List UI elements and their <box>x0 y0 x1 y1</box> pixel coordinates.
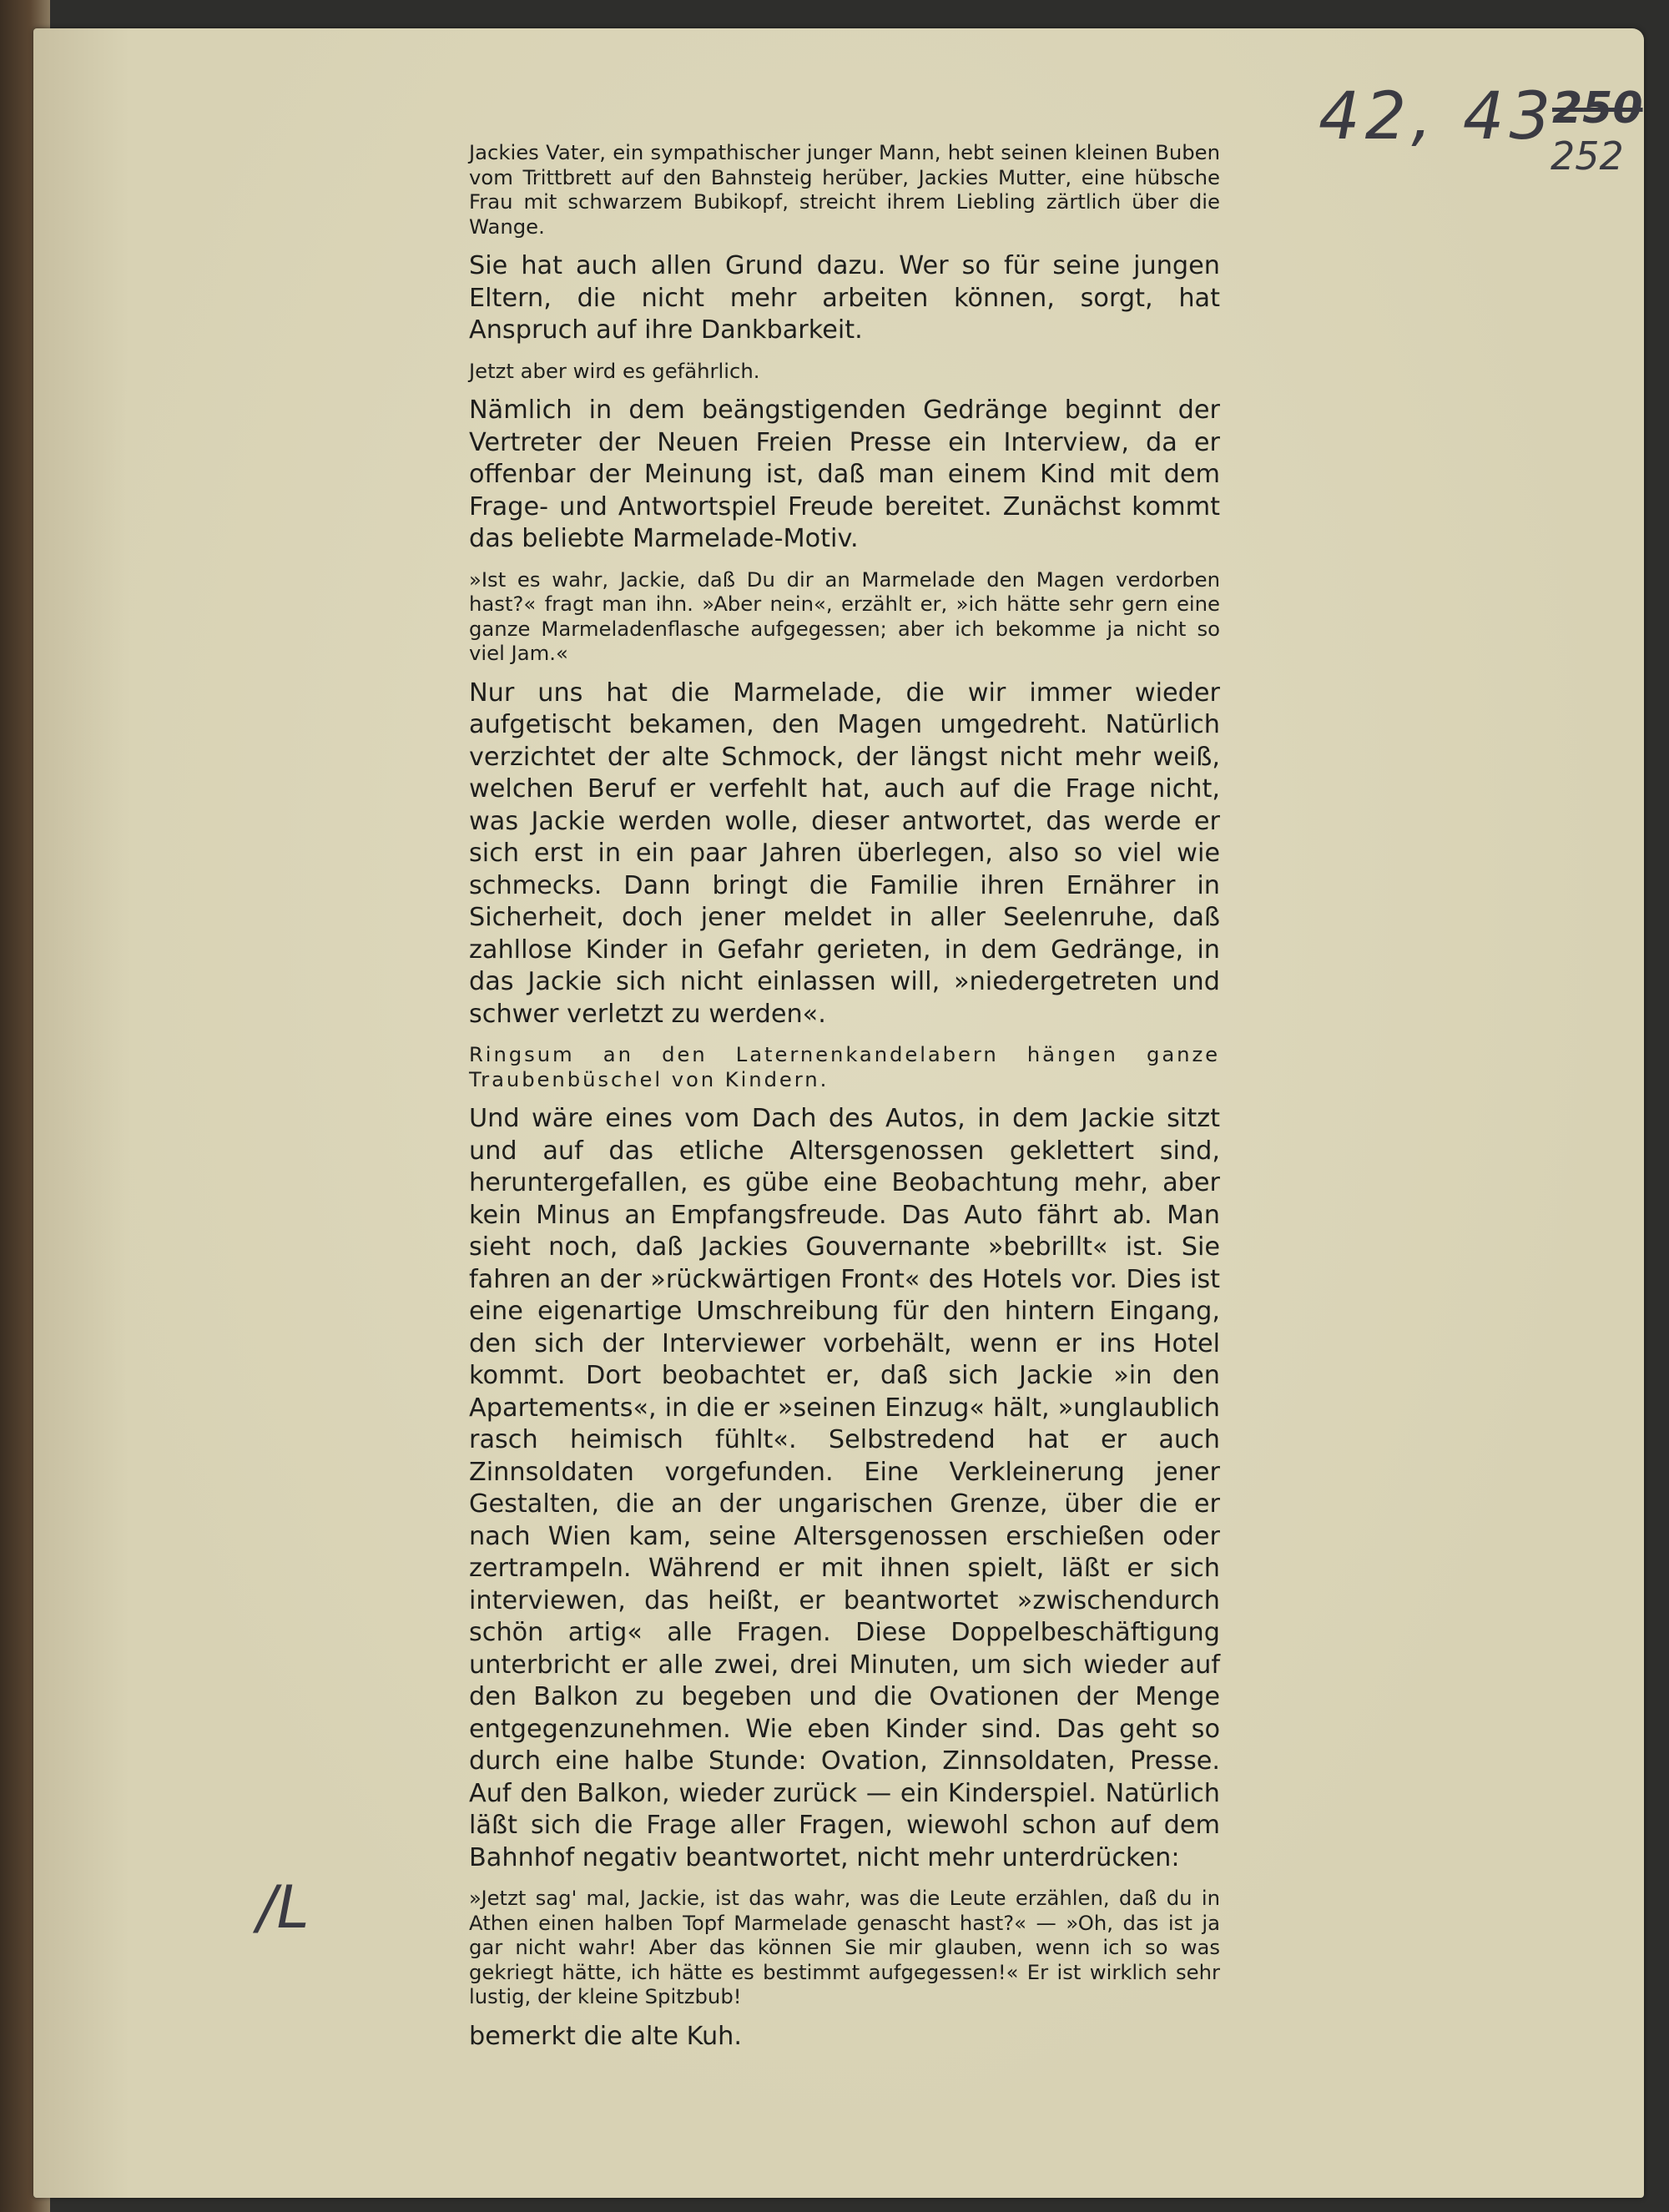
paragraph-quote-athen: »Jetzt sag' mal, Jackie, ist das wahr, was die Leute erzählen, daß du in Athen einen halben Topf Marmelade genascht hast?« — »Oh, das ist ja gar nicht wahr! Aber das können Sie mir glauben, wenn ich so was gekriegt hätte, ich hätte es bestimmt aufgegessen!« Er ist wirklich sehr lustig, der kleine Spitzbub! <box>469 1886 1220 2008</box>
paragraph-auto: Und wäre eines vom Dach des Autos, in dem Jackie sitzt und auf das etliche Altersgenossen geklettert sind, heruntergefallen, es gübe eine Beobachtung mehr, aber kein Minus an Empfangsfreude. Das Auto fährt ab. Man sieht noch, daß Jackies Gouvernante »bebrillt« ist. Sie fahren an der »rückwärtigen Front« des Hotels vor. Dies ist eine eigenartige Umschreibung für den hintern Eingang, den sich der Interviewer vorbehält, wenn er ins Hotel kommt. Dort beobachtet er, daß sich Jackie »in den Apartements«, in die er »seinen Einzug« hält, »unglaublich rasch heimisch fühlt«. Selbstredend hat er auch Zinnsoldaten vorgefunden. Eine Verkleinerung jener Gestalten, die an der ungarischen Grenze, über die er nach Wien kam, seine Altersgenossen erschießen oder zertrampeln. Während er mit ihnen spielt, läßt er sich interviewen, das heißt, er beantwortet »zwischendurch schön artig« alle Fragen. Diese Doppelbeschäftigung unterbricht er alle zwei, drei Minuten, um sich wieder auf den Balkon zu begeben und die Ovationen der Menge entgegenzunehmen. Wie eben Kinder sind. Das geht so durch eine halbe Stunde: Ovation, Zinnsoldaten, Presse. Auf den Balkon, wieder zurück — ein Kinderspiel. Natürlich läßt sich die Frage aller Fragen, wiewohl schon auf dem Bahnhof negativ beantwortet, nicht mehr unterdrücken: <box>469 1104 1220 1872</box>
paragraph-grund: Sie hat auch allen Grund dazu. Wer so für seine jungen Eltern, die nicht mehr arbeiten können, sorgt, hat Anspruch auf ihre Dankbarkeit. <box>469 251 1220 345</box>
paragraph-jackies-vater: Jackies Vater, ein sympathischer junger Mann, hebt seinen kleinen Buben vom Trittbrett auf den Bahnsteig herüber, Jackies Mutter, eine hübsche Frau mit schwarzem Bubikopf, streicht ihrem Liebling zärtlich über die Wange. <box>469 140 1220 239</box>
paragraph-schmock: Nur uns hat die Marmelade, die wir immer wieder aufgetischt bekamen, den Magen umgedreht. Natürlich verzichtet der alte Schmock, der längst nicht mehr weiß, welchen Beruf er verfehlt hat, auch auf die Frage nicht, was Jackie werden wolle, dieser antwortet, das werde er sich erst in ein paar Jahren überlegen, also so viel wie schmecks. Dann bringt die Familie ihren Ernährer in Sicherheit, doch jener meldet in aller Seelenruhe, daß zahllose Kinder in Gefahr gerieten, in dem Gedränge, in das Jackie sich nicht einlassen will, »niedergetreten und schwer verletzt zu werden«. <box>469 678 1220 1029</box>
handwritten-margin-mark: /L <box>257 1873 310 1942</box>
handwritten-page-numbers: 42, 43 <box>1319 79 1556 154</box>
paragraph-traubenbueschel: Ringsum an den Laternenkandelabern hängen ganze Traubenbüschel von Kindern. <box>469 1042 1220 1091</box>
handwritten-new-number: 252 <box>1551 134 1624 179</box>
text-column <box>469 140 1220 2064</box>
paragraph-quote-marmelade: »Ist es wahr, Jackie, daß Du dir an Marmelade den Magen verdorben hast?« fragt man ihn. »Aber nein«, erzählt er, »ich hätte sehr gern eine ganze Marmeladenflasche aufgegessen; aber ich bekomme ja nicht so viel Jam.« <box>469 567 1220 665</box>
paragraph-interview: Nämlich in dem beängstigenden Gedränge beginnt der Vertreter der Neuen Freien Presse ein Interview, da er offenbar der Meinung ist, daß man einem Kind mit dem Frage- und Antwortspiel Freude bereitet. Zunächst kommt das beliebte Marmelade-Motiv. <box>469 396 1220 553</box>
handwritten-old-number: 250 <box>1552 83 1643 134</box>
paragraph-gefaehrlich: Jetzt aber wird es gefährlich. <box>469 358 760 383</box>
paragraph-kuh: bemerkt die alte Kuh. <box>469 2021 742 2051</box>
